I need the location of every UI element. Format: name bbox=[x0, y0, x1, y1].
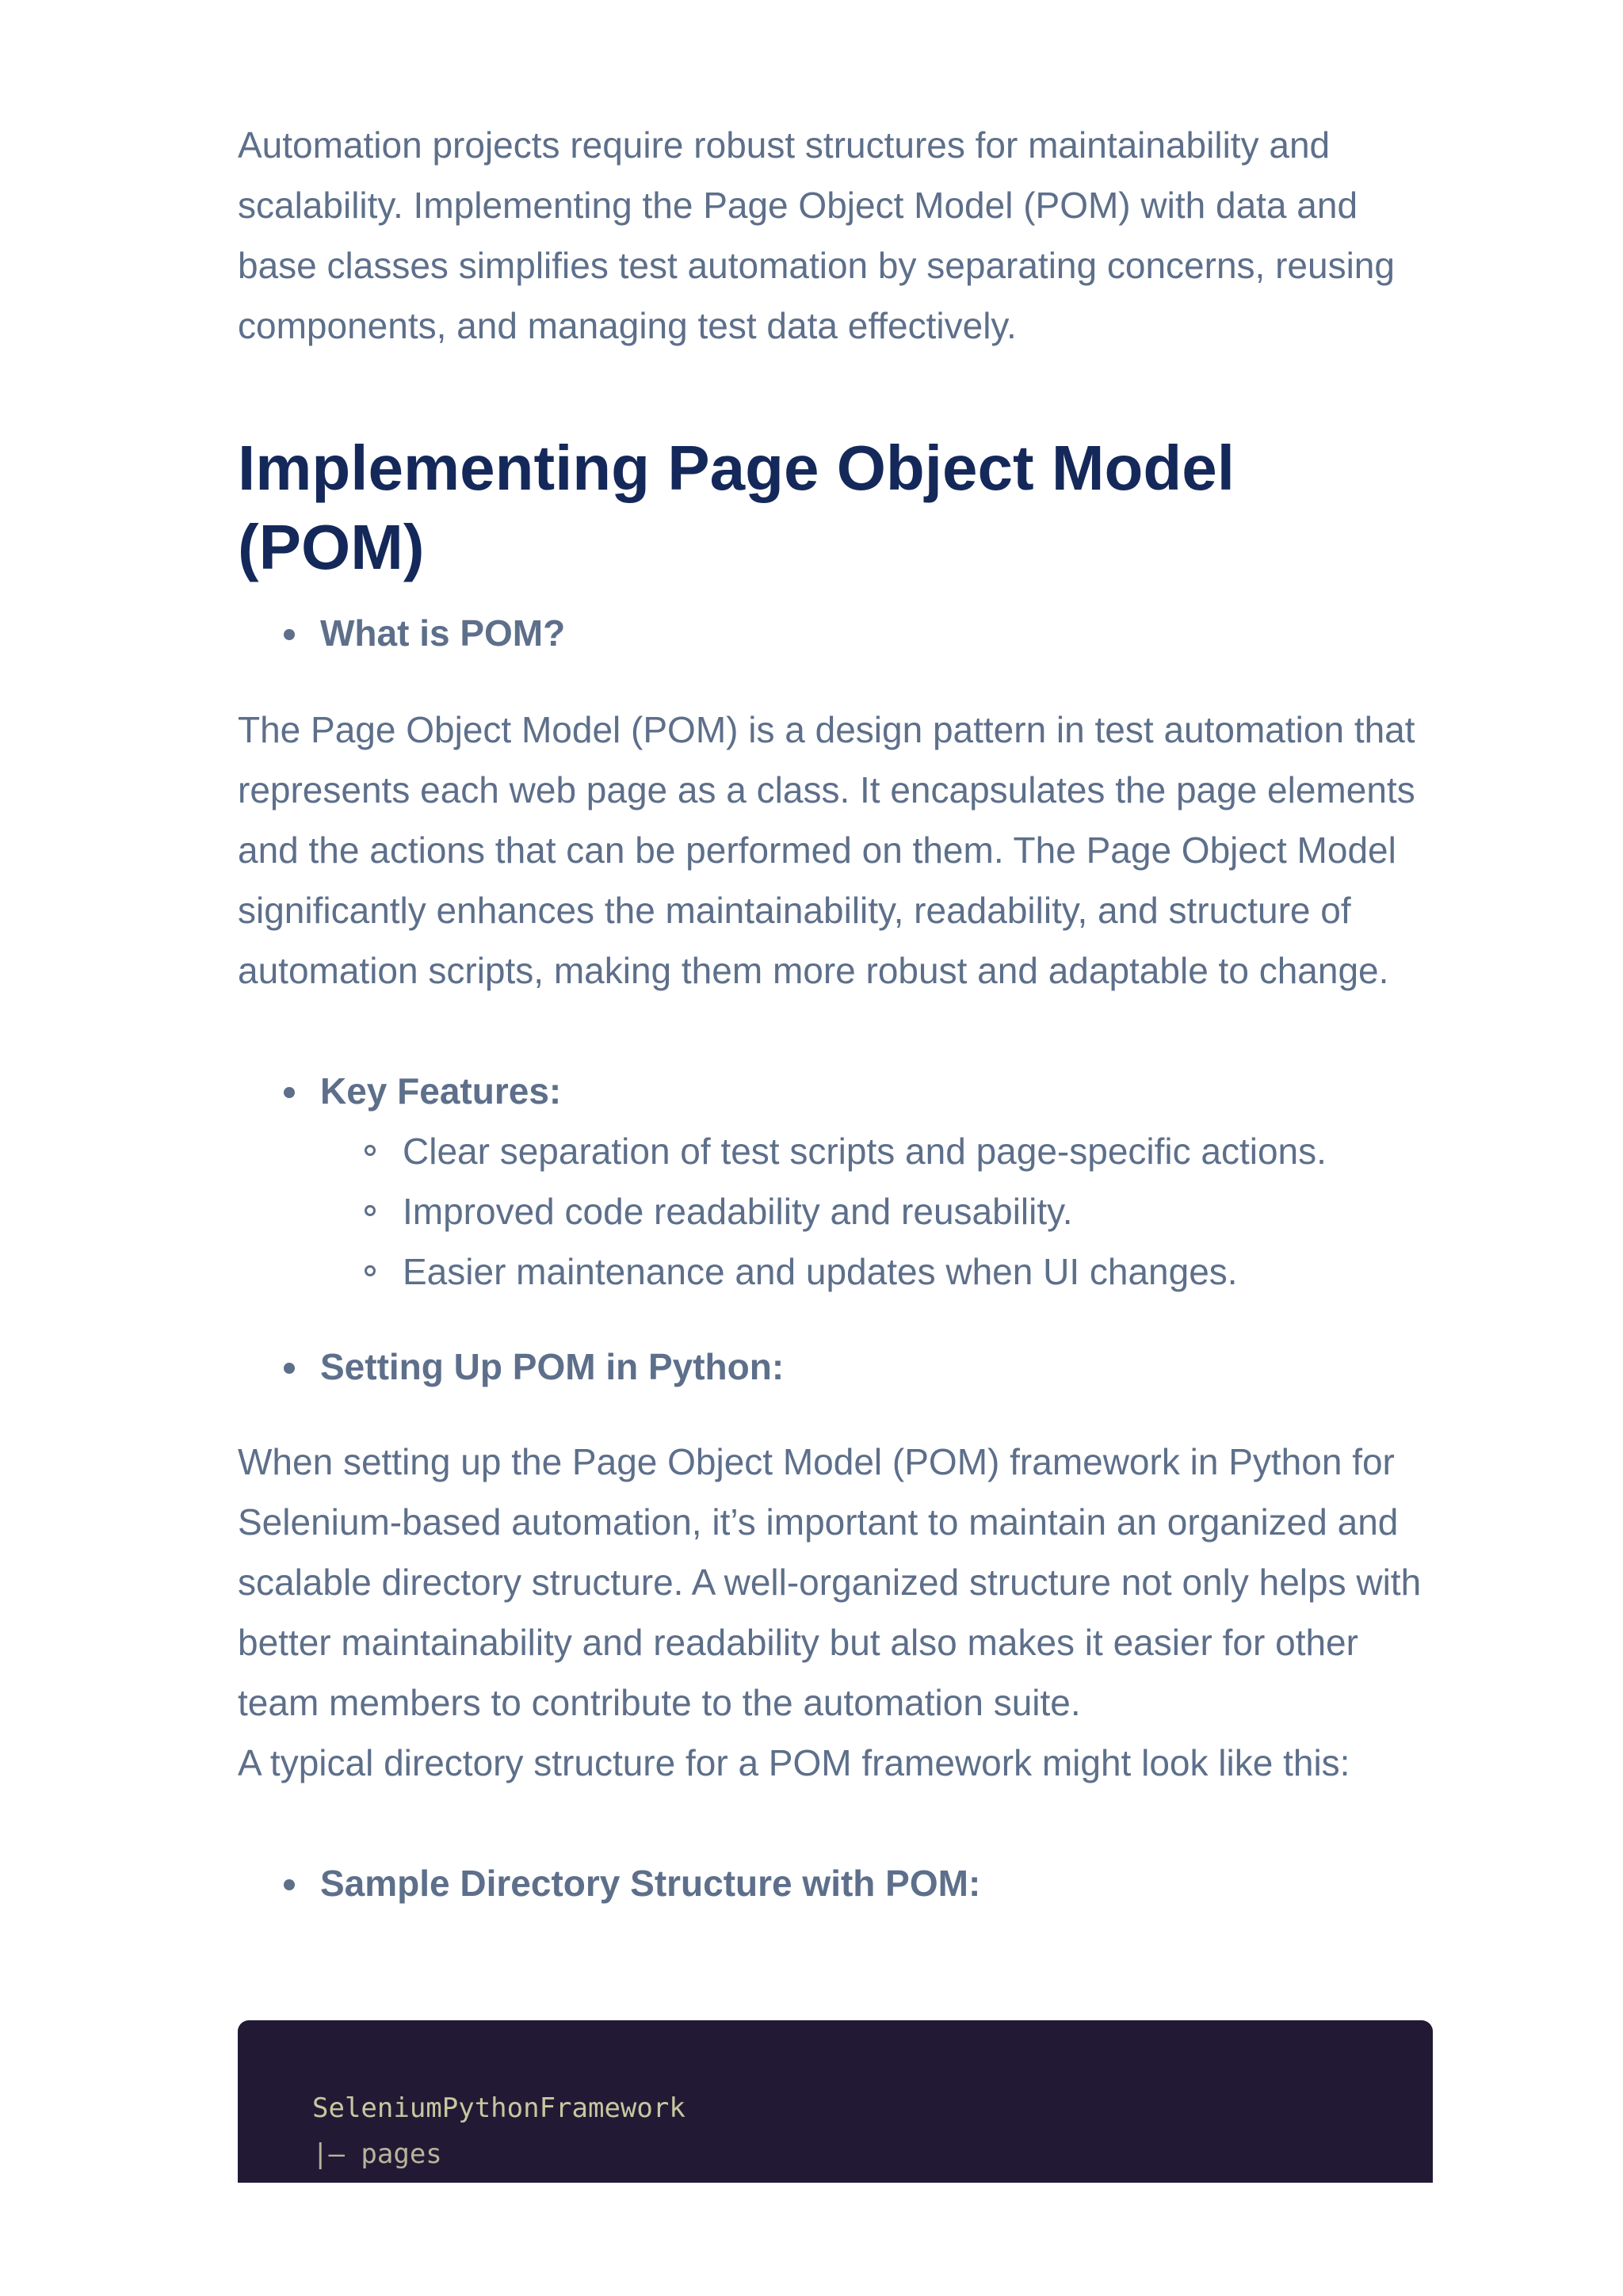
sample-structure-list bbox=[238, 1853, 1426, 1913]
setting-up-label: Setting Up POM in Python: bbox=[238, 1337, 1426, 1397]
setting-up-paragraph: When setting up the Page Object Model (POM) framework in Python for Selenium-based automation, it’s important to maintain an organized and scalable directory structure. A well-organized structure not only helps with better maintainability and readability but also makes it easier for other team members to contribute to the automation suite. bbox=[238, 1441, 1422, 1723]
code-line: |— pages bbox=[312, 2138, 442, 2170]
key-feature-item: Improved code readability and reusability. bbox=[238, 1181, 1426, 1241]
key-features-sublist bbox=[238, 1121, 1426, 1302]
key-features-list bbox=[238, 1061, 1426, 1121]
intro-paragraph: Automation projects require robust structures for maintainability and scalability. Implementing the Page Object Model (POM) with data and base classes simplifies test automation by separating concerns, reusing components, and managing test data effectively. bbox=[238, 124, 1395, 346]
setting-up-list bbox=[238, 1337, 1426, 1397]
code-line: SeleniumPythonFramework bbox=[312, 2092, 685, 2124]
what-is-pom-label: What is POM? bbox=[238, 603, 1426, 663]
setting-up-lead: A typical directory structure for a POM framework might look like this: bbox=[238, 1742, 1350, 1783]
section-heading: Implementing Page Object Model (POM) bbox=[238, 433, 1235, 582]
key-feature-item: Clear separation of test scripts and page-specific actions. bbox=[238, 1121, 1426, 1181]
what-is-pom-list bbox=[238, 603, 1426, 663]
code-block bbox=[238, 2020, 1433, 2183]
sample-structure-label: Sample Directory Structure with POM: bbox=[238, 1853, 1426, 1913]
article-content bbox=[238, 115, 1426, 1913]
key-features-label bbox=[238, 1061, 1426, 1121]
key-feature-item: Easier maintenance and updates when UI changes. bbox=[238, 1241, 1426, 1302]
key-features-label-text: Key Features: bbox=[320, 1070, 562, 1112]
what-is-pom-paragraph: The Page Object Model (POM) is a design pattern in test automation that represents each web page as a class. It encapsulates the page elements and the actions that can be performed on them. The Page Object Model significantly enhances the maintainability, readability, and structure of automation scripts, making them more robust and adaptable to change. bbox=[238, 709, 1415, 991]
